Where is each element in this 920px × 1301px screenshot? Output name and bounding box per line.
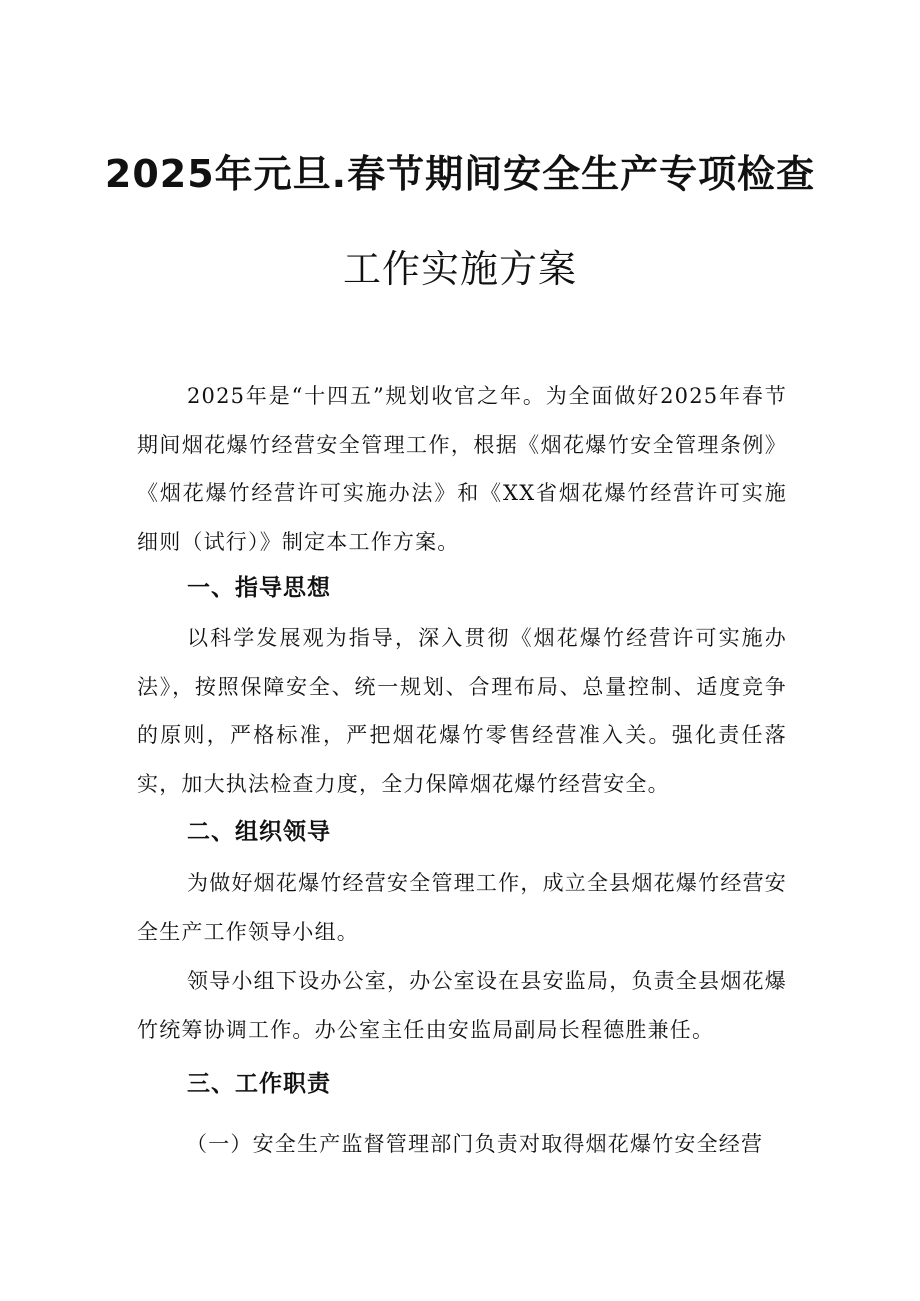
section-2-paragraph-2: 领导小组下设办公室，办公室设在县安监局，负责全县烟花爆竹统筹协调工作。办公室主任由安监局副局长程德胜兼任。 bbox=[137, 969, 787, 1042]
intro-paragraph: 2025年是“十四五”规划收官之年。为全面做好2025年春节期间烟花爆竹经营安全管理工作，根据《烟花爆竹安全管理条例》《烟花爆竹经营许可实施办法》和《XX省烟花爆竹经营许可实施细则（试行）》制定本工作方案。 bbox=[137, 384, 787, 554]
document-title-line-1: 2025年元旦.春节期间安全生产专项检查 bbox=[104, 152, 816, 196]
document-title-line-2: 工作实施方案 bbox=[342, 247, 577, 291]
section-1-paragraph: 以科学发展观为指导，深入贯彻《烟花爆竹经营许可实施办法》，按照保障安全、统一规划、合理布局、总量控制、适度竞争的原则，严格标准，严把烟花爆竹零售经营准入关。强化责任落实，加大执法检查力度，全力保障烟花爆竹经营安全。 bbox=[137, 626, 787, 796]
section-3-heading: 三、工作职责 bbox=[187, 1071, 331, 1097]
section-2-heading: 二、组织领导 bbox=[187, 819, 331, 845]
section-1-heading: 一、指导思想 bbox=[187, 575, 331, 601]
section-3-item-1: （一）安全生产监督管理部门负责对取得烟花爆竹安全经营 bbox=[186, 1132, 764, 1156]
section-2-paragraph-1: 为做好烟花爆竹经营安全管理工作，成立全县烟花爆竹经营安全生产工作领导小组。 bbox=[137, 871, 787, 944]
